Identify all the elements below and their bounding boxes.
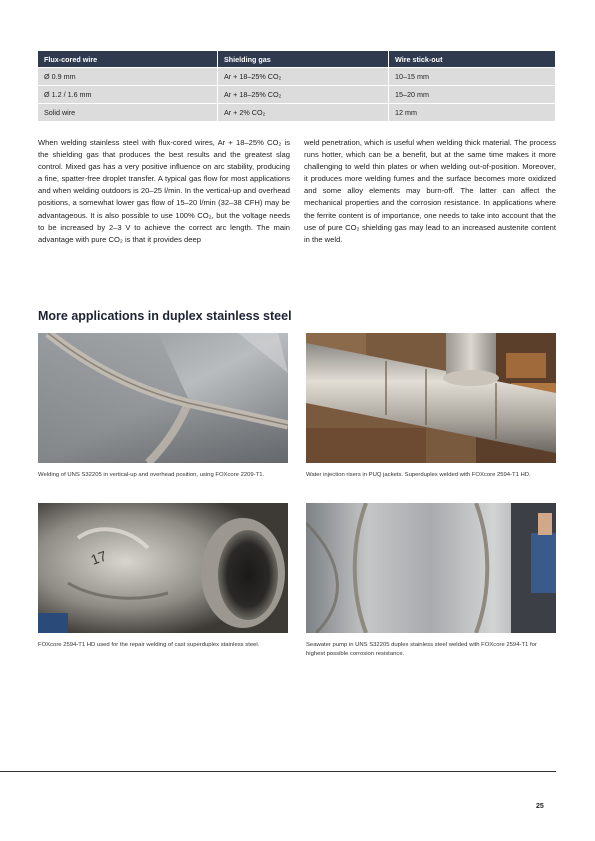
body-text-right-column: [304, 137, 556, 246]
photo-cast-repair-welding: [38, 503, 288, 633]
photo-caption: Seawater pump in UNS S32205 duplex stainless steel welded with FOXcore 2594-T1 for highest possible corrosion resistance.: [306, 642, 537, 657]
photo-caption: Welding of UNS S32205 in vertical-up and overhead position, using FOXcore 2209-T1.: [38, 472, 265, 478]
table-cell: 10–15 mm: [389, 68, 556, 86]
column-header: Shielding gas: [218, 51, 389, 68]
section-heading: More applications in duplex stainless steel: [38, 309, 292, 323]
column-header: Flux-cored wire: [38, 51, 218, 68]
table-cell: Ar + 2% CO₂: [218, 104, 389, 122]
table-header-row: [38, 51, 555, 68]
body-paragraph: weld penetration, which is useful when welding thick material. The process runs hotter, which can be a benefit, but at the same time makes it more challenging to weld thin plates or when welding out-of-position. Moreover, it produces more welding fumes and the surface becomes more oxidized and some alloy elements may burn-off. The latter can affect the mechanical properties and the corrosion resistance. In applications where the ferrite content is of importance, one needs to take into account that the use of pure CO₂ shielding gas may lead to an increased austenite content in the weld.: [304, 138, 556, 244]
page-number: 25: [536, 803, 544, 810]
svg-text:17: 17: [88, 547, 109, 568]
table-cell: Solid wire: [38, 104, 218, 122]
table-cell: Ar + 18–25% CO₂: [218, 86, 389, 104]
table-cell: Ar + 18–25% CO₂: [218, 68, 389, 86]
table-row: [38, 86, 555, 104]
table-row: [38, 68, 555, 86]
table-cell: 12 mm: [389, 104, 556, 122]
table-cell: Ø 1.2 / 1.6 mm: [38, 86, 218, 104]
column-header: Wire stick-out: [389, 51, 556, 68]
photo-water-injection-risers: [306, 333, 556, 463]
body-text-left-column: [38, 137, 290, 246]
shielding-gas-table: [38, 51, 555, 121]
table-row: [38, 104, 555, 122]
body-paragraph: When welding stainless steel with flux-cored wires, Ar + 18–25% CO₂ is the shielding gas that produces the best results and the greatest slag control. Mixed gas has a very positive influence on arc stability, producing a fine, spatter-free droplet transfer. A typical gas flow for most applications and when welding outdoors is 20–25 l/min. In the vertical-up and overhead positions, a somewhat lower gas flow of 15–20 l/min (32–38 CFH) may be advantageous. It is also possible to use 100% CO₂, but the voltage needs to be increased by 2–3 V to achieve the correct arc length. The main advantage with pure CO₂ is that it provides deep: [38, 138, 290, 244]
footer-rule: [0, 771, 556, 772]
photo-caption: Water injection risers in PUQ jackets. Superduplex welded with FOXcore 2594-T1 HD.: [306, 472, 531, 478]
table-cell: 15–20 mm: [389, 86, 556, 104]
photo-seawater-pump: [306, 503, 556, 633]
photo-caption: FOXcore 2594-T1 HD used for the repair welding of cast superduplex stainless steel.: [38, 642, 260, 648]
table-cell: Ø 0.9 mm: [38, 68, 218, 86]
photo-overhead-welding: [38, 333, 288, 463]
